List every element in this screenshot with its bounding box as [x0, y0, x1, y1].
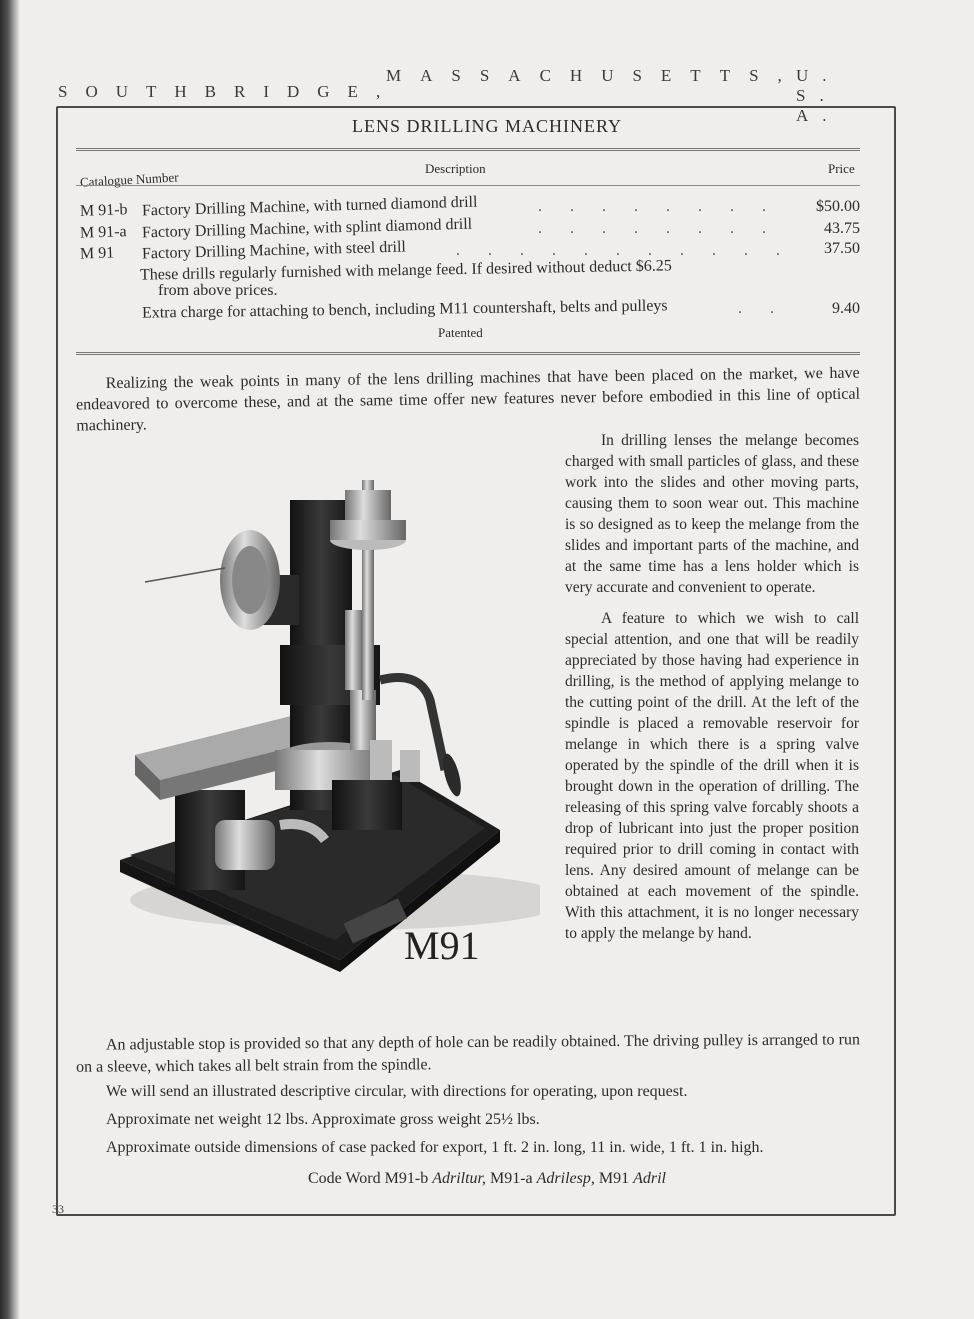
- description-header: Description: [425, 161, 486, 176]
- catalogue-number: M 91-b: [79, 201, 128, 220]
- code-word: Adrilesp,: [536, 1170, 595, 1187]
- code-word: Adril: [633, 1170, 666, 1187]
- header-state: MASSACHUSETTS,: [386, 66, 801, 85]
- extra-charge: Extra charge for attaching to bench, including M11 countershaft, belts and pulleys: [141, 297, 668, 322]
- feature-paragraph: A feature to which we wish to call special attention, and one that will be readily appreciated by those having had experience in drilling, is the method of applying melange to the cutting point of the drill. At the left of the spindle is placed a removable reservoir for melange in which there is a spring valve operated by the spindle of the drill when it is brought down in the operation of drilling. The releasing of this spring valve forcably shoots a drop of lubricant into just the proper position required prior to drill coming in contact with lens. Any desired amount of melange can be obtained at each movement of the spindle. With this attachment, it is no longer necessary to apply the melange by hand.: [565, 610, 859, 942]
- price-header: Price: [828, 161, 855, 176]
- row-price: 37.50: [824, 240, 860, 257]
- row-description: Factory Drilling Machine, with steel drill: [141, 238, 407, 263]
- code-prefix: Code Word M91-b: [308, 1170, 429, 1187]
- header-country: U. S. A.: [796, 66, 841, 125]
- row-description: Factory Drilling Machine, with turned diamond drill: [141, 193, 478, 220]
- table-header-rule: [76, 185, 860, 186]
- extra-charge-price: 9.40: [832, 300, 860, 317]
- catalogue-number: M 91: [79, 244, 115, 263]
- drilling-machine-illustration: [100, 450, 540, 980]
- code-word: Adriltur,: [432, 1170, 486, 1187]
- table-bottom-rule: [76, 352, 860, 355]
- patented-label: Patented: [438, 325, 483, 340]
- weight-paragraph: Approximate net weight 12 lbs. Approximate gross weight 25½ lbs.: [106, 1111, 540, 1128]
- code-model: M91-a: [489, 1170, 533, 1187]
- leader-dots: . . . . . . . .: [538, 198, 778, 215]
- row-price: $50.00: [816, 198, 860, 215]
- page-title: LENS DRILLING MACHINERY: [352, 116, 622, 136]
- row-description: Factory Drilling Machine, with splint diamond drill: [141, 215, 473, 242]
- circular-paragraph: We will send an illustrated descriptive circular, with directions for operating, upon request.: [106, 1083, 688, 1100]
- intro-paragraph: Realizing the weak points in many of the lens drilling machines that have been placed on the market, we have endeavored to overcome these, and at the same time offer new features never before embodied in this line of optical machinery.: [75, 364, 861, 435]
- melange-note-continued: from above prices.: [158, 282, 278, 299]
- page-gutter-shadow: [0, 0, 20, 1319]
- code-model: M91: [598, 1170, 630, 1187]
- code-words: [0, 1170, 974, 1188]
- figure-label: M91: [404, 923, 480, 968]
- adjustable-stop-paragraph: An adjustable stop is provided so that any depth of hole can be readily obtained. The driving pulley is arranged to run on a sleeve, which takes all belt strain from the spindle.: [76, 1031, 860, 1076]
- table-top-rule: [76, 148, 860, 151]
- feature-paragraph: In drilling lenses the melange becomes charged with small particles of glass, and these work into the slides and other moving parts, causing them to soon wear out. This machine is so designed as to keep the melange from the slides and important parts of the machine, and at the same time has a lens holder which is very accurate and convenient to operate.: [565, 432, 859, 596]
- feature-description: [565, 430, 859, 954]
- row-price: 43.75: [824, 220, 860, 237]
- melange-note: These drills regularly furnished with melange feed. If desired without deduct $6.25: [139, 257, 672, 284]
- header-city: SOUTHBRIDGE,: [58, 82, 399, 101]
- leader-dots: . . . . . . . . . . .: [456, 242, 792, 259]
- catalogue-number: M 91-a: [79, 223, 127, 242]
- running-header: [58, 60, 888, 125]
- catalogue-header: Catalogue Number: [79, 169, 179, 190]
- leader-dots: . . . . . . . .: [538, 220, 778, 237]
- leader-dots: . .: [738, 300, 786, 317]
- dimensions-paragraph: Approximate outside dimensions of case packed for export, 1 ft. 2 in. long, 11 in. wide, 1 ft. 1 in. high.: [106, 1139, 764, 1156]
- page-number: 33: [52, 1202, 64, 1216]
